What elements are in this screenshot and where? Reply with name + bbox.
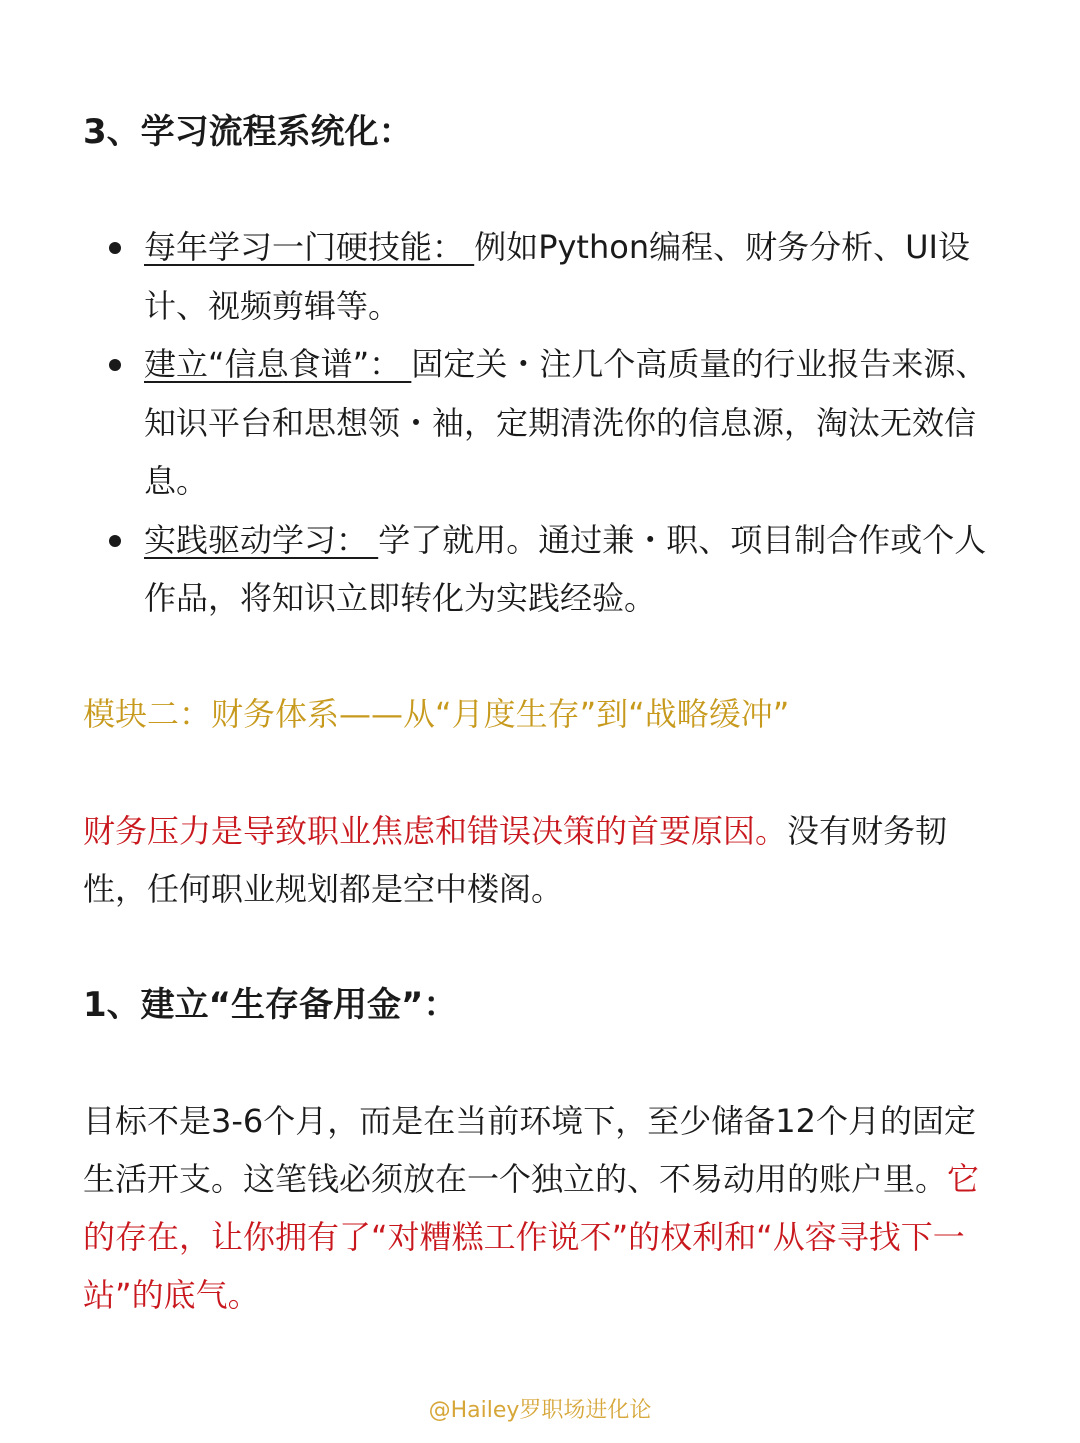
bullet-label: 实践驱动学习： [144, 520, 379, 559]
savings-text: 目标不是3-6个月，而是在当前环境下，至少储备12个月的固定生活开支。这笔钱必须放在一个独立的、不易动用的账户里。 [83, 1102, 976, 1198]
intro-rest: 没有财务韧性，任何职业规划都是空中楼阁。 [83, 812, 948, 908]
section-heading-emergency-fund: 1、建立“生存备用金”： [83, 985, 458, 1025]
section-heading-learning-process: 3、学习流程系统化： [83, 112, 413, 152]
bullet-dot-icon [109, 359, 121, 371]
bullet-text: 学了就用。通过兼・职、项目制合作或个人作品，将知识立即转化为实践经验。 [144, 520, 987, 617]
intro-highlight: 财务压力是导致职业焦虑和错误决策的首要原因。 [83, 812, 788, 850]
finance-intro-paragraph [83, 802, 998, 918]
list-item [83, 335, 1003, 511]
bullet-text: 固定关・注几个高质量的行业报告来源、知识平台和思想领・袖，定期清洗你的信息源，淘汰无效信息。 [144, 345, 988, 500]
learning-bullet-list [83, 218, 1003, 628]
author-watermark: @Hailey罗职场进化论 [428, 1398, 652, 1423]
bullet-text: 例如Python编程、财务分析、UI设计、视频剪辑等。 [144, 228, 970, 325]
bullet-label: 建立“信息食谱”： [144, 345, 412, 383]
list-item [83, 218, 1003, 335]
bullet-dot-icon [109, 535, 121, 547]
bullet-dot-icon [109, 242, 121, 254]
bullet-label: 每年学习一门硬技能： [144, 228, 475, 266]
savings-highlight: 它的存在，让你拥有了“对糟糕工作说不”的权利和“从容寻找下一站”的底气。 [83, 1160, 980, 1314]
savings-paragraph [83, 1092, 998, 1324]
list-item [83, 511, 1003, 628]
module-heading-finance: 模块二：财务体系——从“月度生存”到“战略缓冲” [83, 695, 790, 733]
